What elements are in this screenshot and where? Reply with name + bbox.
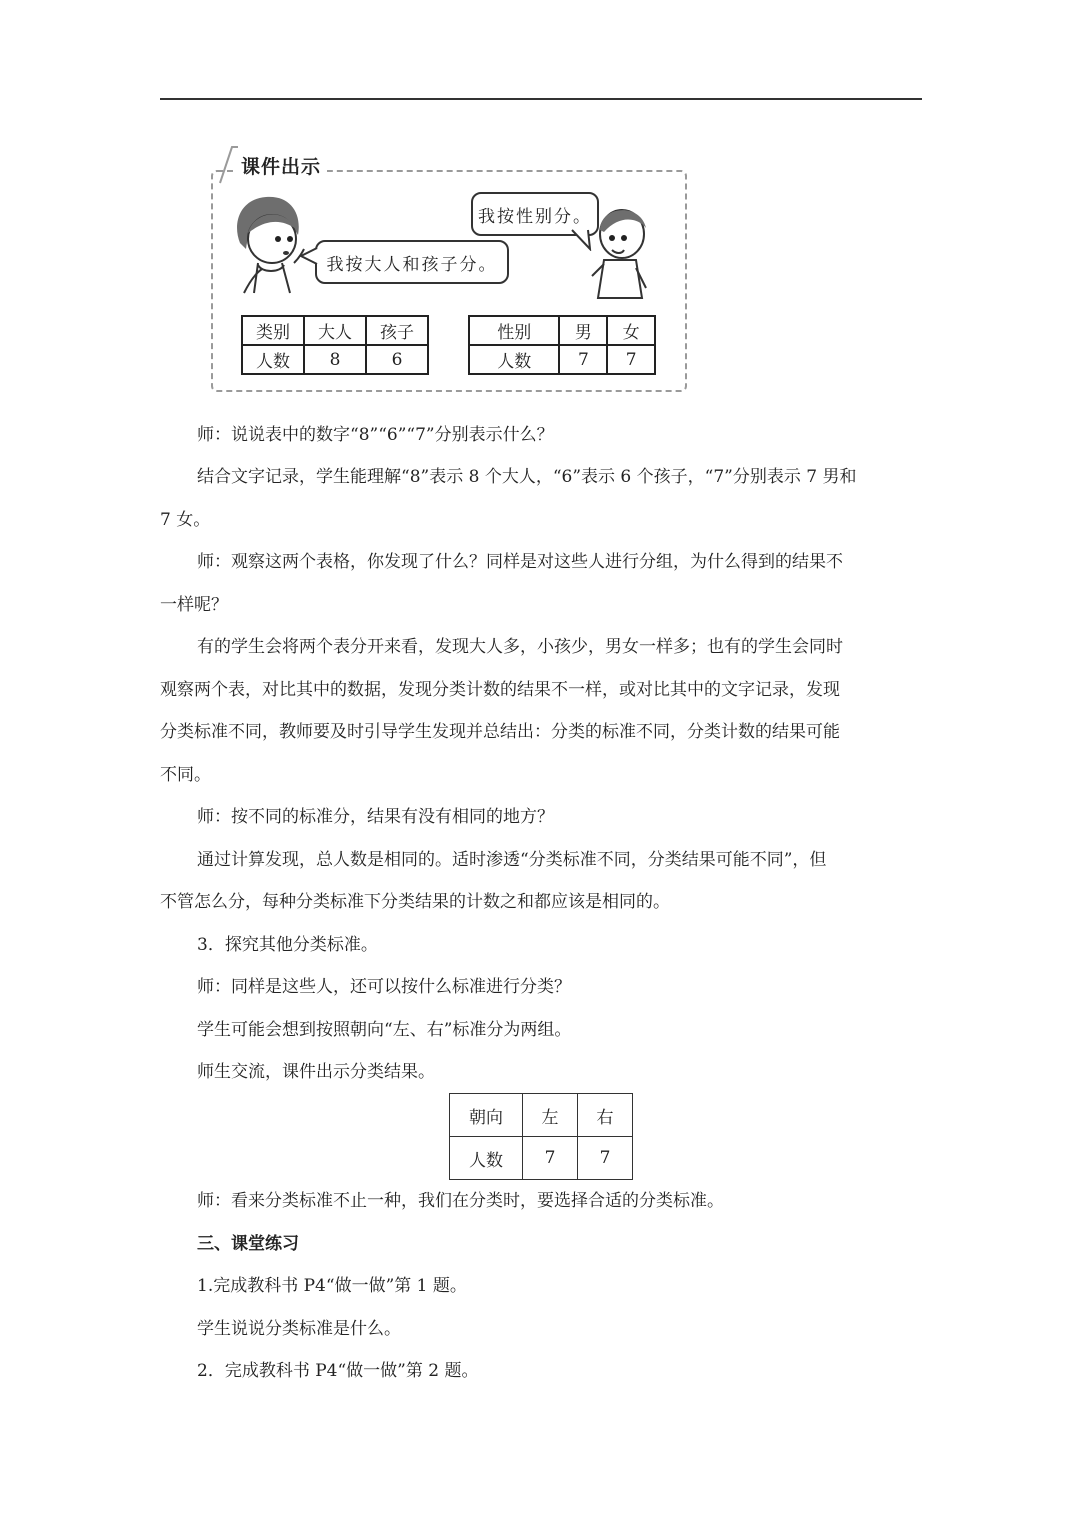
- table-row: [469, 316, 655, 345]
- boy-speech-text: 我按性别分。: [478, 206, 592, 227]
- text-line: 师：按不同的标准分，结果有没有相同的地方？: [197, 807, 554, 827]
- table-row: [450, 1137, 633, 1180]
- text-line: 师：观察这两个表格，你发现了什么？同样是对这些人进行分组，为什么得到的结果不: [197, 552, 843, 572]
- boy-illustration: [590, 198, 660, 303]
- text-line: 师生交流，课件出示分类结果。: [197, 1062, 435, 1082]
- text-line: 有的学生会将两个表分开来看，发现大人多，小孩少，男女一样多；也有的学生会同时: [197, 637, 843, 657]
- age-classification-table: [241, 315, 429, 375]
- courseware-label: 课件出示: [235, 152, 327, 179]
- table-cell: 6: [366, 345, 428, 374]
- text-line: 不同。: [160, 765, 211, 785]
- table-header-cell: 孩子: [366, 316, 428, 345]
- text-line: 不管怎么分，每种分类标准下分类结果的计数之和都应该是相同的。: [160, 892, 670, 912]
- table-header-cell: 性别: [469, 316, 559, 345]
- girl-speech-text: 我按大人和孩子分。: [326, 254, 498, 275]
- text-line: 学生可能会想到按照朝向“左、右”标准分为两组。: [197, 1020, 572, 1040]
- table-cell: 7: [523, 1137, 578, 1180]
- table-row: [450, 1094, 633, 1137]
- table-header-cell: 左: [523, 1094, 578, 1137]
- text-line: 师：说说表中的数字“8”“6”“7”分别表示什么？: [197, 425, 554, 445]
- table-cell: 7: [607, 345, 655, 374]
- girl-bubble-tail: [300, 246, 318, 266]
- text-line: 一样呢？: [160, 595, 228, 615]
- text-line: 师：同样是这些人，还可以按什么标准进行分类？: [197, 977, 571, 997]
- table-row-label: 人数: [469, 345, 559, 374]
- table-row: [242, 316, 428, 345]
- text-line: 7 女。: [160, 510, 211, 530]
- text-line: 1.完成教科书 P4“做一做”第 1 题。: [197, 1276, 467, 1296]
- table-cell: 8: [304, 345, 366, 374]
- table-row: [242, 345, 428, 374]
- text-line: 师：看来分类标准不止一种，我们在分类时，要选择合适的分类标准。: [197, 1191, 724, 1211]
- table-cell: 7: [578, 1137, 633, 1180]
- table-header-cell: 朝向: [450, 1094, 523, 1137]
- section-heading: 三、课堂练习: [197, 1234, 299, 1254]
- text-line: 3．探究其他分类标准。: [197, 935, 378, 955]
- table-header-cell: 男: [559, 316, 607, 345]
- text-line: 观察两个表，对比其中的数据，发现分类计数的结果不一样，或对比其中的文字记录，发现: [160, 680, 840, 700]
- table-header-cell: 类别: [242, 316, 304, 345]
- gender-classification-table: [468, 315, 656, 375]
- table-header-cell: 女: [607, 316, 655, 345]
- table-cell: 7: [559, 345, 607, 374]
- text-line: 结合文字记录，学生能理解“8”表示 8 个大人，“6”表示 6 个孩子，“7”分别表示 7 男和: [197, 467, 857, 487]
- text-line: 分类标准不同，教师要及时引导学生发现并总结出：分类的标准不同，分类计数的结果可能: [160, 722, 840, 742]
- table-header-cell: 大人: [304, 316, 366, 345]
- text-line: 学生说说分类标准是什么。: [197, 1319, 401, 1339]
- top-rule: [160, 98, 922, 100]
- table-row-label: 人数: [242, 345, 304, 374]
- text-line: 通过计算发现，总人数是相同的。适时渗透“分类标准不同，分类结果可能不同”，但: [197, 850, 827, 870]
- girl-speech-bubble: [315, 240, 509, 284]
- text-line: 2．完成教科书 P4“做一做”第 2 题。: [197, 1361, 479, 1381]
- boy-bubble-tail: [570, 229, 596, 251]
- direction-classification-table: [449, 1093, 633, 1180]
- table-header-cell: 右: [578, 1094, 633, 1137]
- table-row: [469, 345, 655, 374]
- table-row-label: 人数: [450, 1137, 523, 1180]
